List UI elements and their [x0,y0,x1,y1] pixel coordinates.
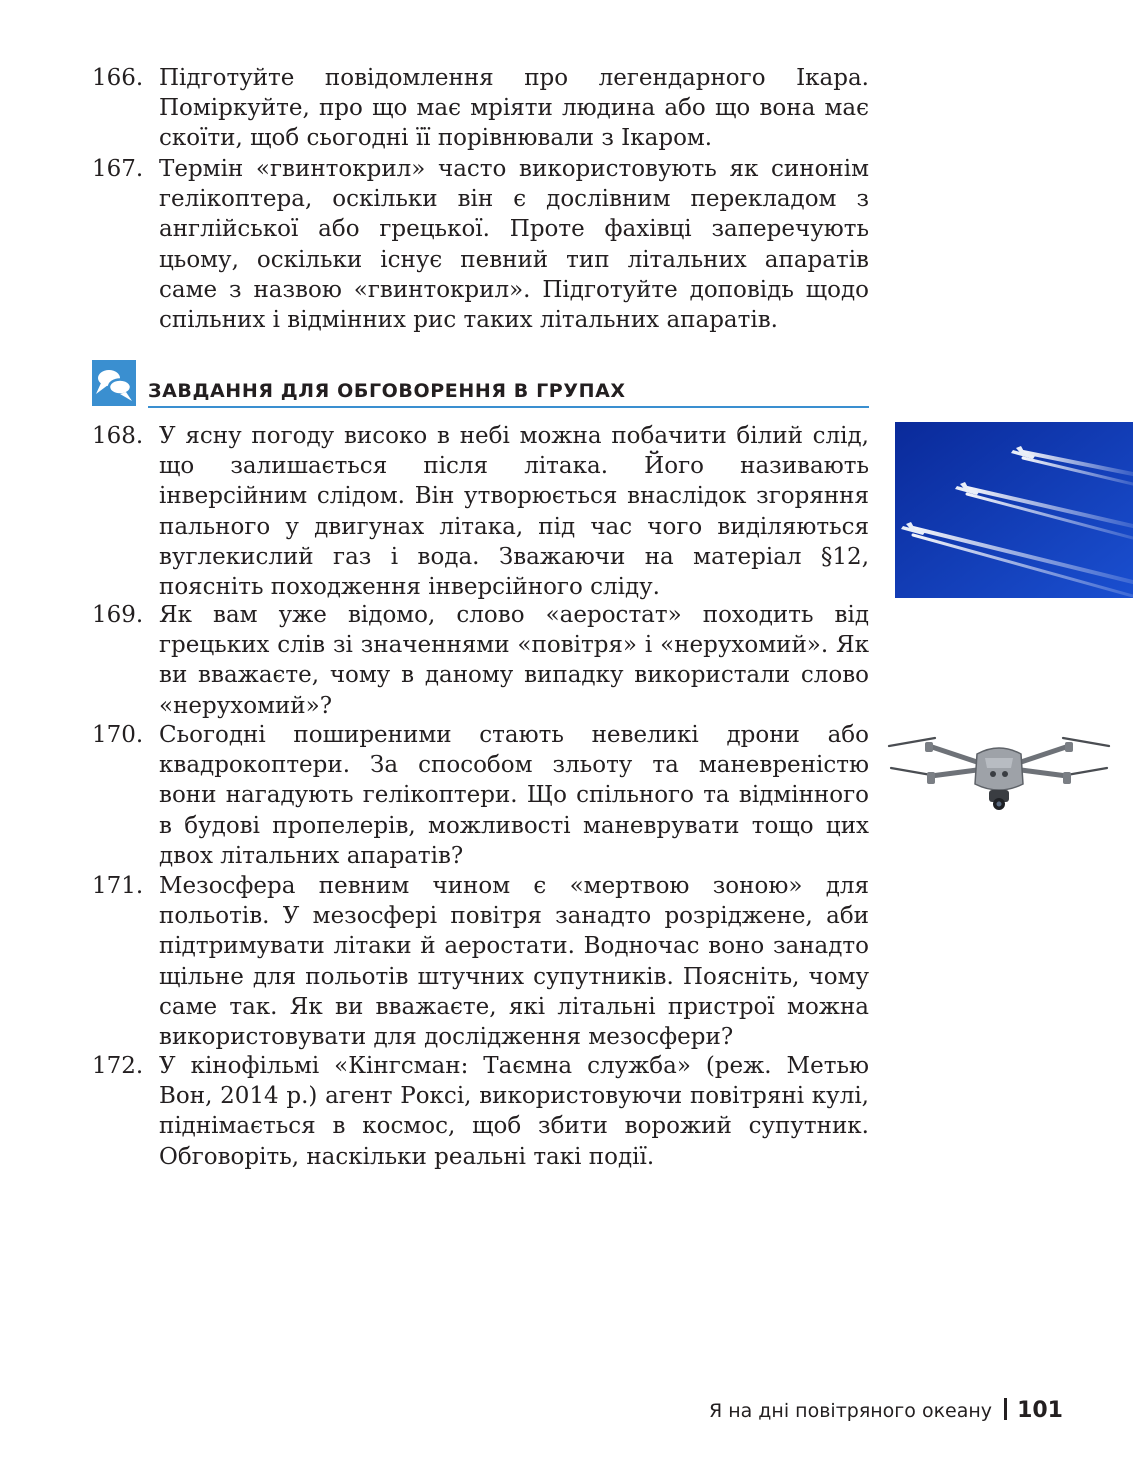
task-text: Підготуйте повідомлення про легендарного Ікара. Поміркуйте, про що має мріяти людина або що вона має скоїти, щоб сьогодні її порівнювали з Ікаром. [159,65,869,152]
task-number: 172. [92,1053,144,1079]
task-number: 170. [92,722,144,748]
task-170 [92,720,869,871]
running-title: Я на дні повітряного океану [708,1400,993,1422]
page-footer [709,1398,1063,1423]
discussion-bubbles-icon [92,360,136,406]
task-169 [92,600,869,721]
task-172 [92,1051,869,1172]
section-title: ЗАВДАННЯ ДЛЯ ОБГОВОРЕННЯ В ГРУПАХ [148,380,626,402]
task-167 [92,154,869,335]
task-number: 167. [92,156,144,182]
task-text: У ясну погоду високо в небі можна побачити білий слід, що залишається після літака. Його називають інверсійним слідом. Він утворюється внаслідок згоряння пального у двигунах літака, під час чого виділяються вуглекислий газ і вода. Зважаючи на матеріал §12, поясніть походження інверсійного сліду. [159,423,869,601]
footer-separator [1004,1398,1007,1420]
task-text: Сьогодні поширеними стають невеликі дрони або квадрокоптери. За способом зльоту та маневреністю вони нагадують гелікоптери. Що спільного та відмінного в будові пропелерів, можливості маневрувати тощо цих двох літальних апаратів? [159,722,869,869]
task-text: У кінофільмі «Кінгсман: Таємна служба» (реж. Метью Вон, 2014 р.) агент Роксі, використовуючи повітряні кулі, піднімається в космос, щоб збити ворожий супутник. Обговоріть, наскільки реальні такі події. [159,1053,869,1170]
task-text: Як вам уже відомо, слово «аеростат» походить від грецьких слів зі значеннями «повітря» і «нерухомий». Як ви вважаєте, чому в даному випадку використали слово «нерухомий»? [159,602,869,719]
task-number: 171. [92,873,144,899]
task-number: 166. [92,65,144,91]
task-text: Мезосфера певним чином є «мертвою зоною» для польотів. У мезосфері повітря занадто розріджене, аби підтримувати літаки й аеростати. Водночас воно занадто щільне для польотів штучних супутників. Поясніть, чому саме так. Як ви вважаєте, які літальні пристрої можна використовувати для дослідження мезосфери? [159,873,869,1051]
task-166 [92,63,869,154]
contrails-photo [895,422,1133,598]
task-text: Термін «гвинтокрил» часто використовують як синонім гелікоптера, оскільки він є дослівним перекладом з англійської або грецької. Проте фахівці заперечують цьому, оскільки існує певний тип літальних апаратів саме з назвою «гвинтокрил». Підготуйте доповідь щодо спільних і відмінних рис таких літальних апаратів. [159,156,869,334]
page-number: 101 [1017,1398,1063,1423]
drone-photo [885,724,1113,832]
section-divider [148,406,869,408]
section-header [92,360,869,410]
task-168 [92,421,869,602]
task-number: 168. [92,423,144,449]
task-171 [92,871,869,1052]
task-number: 169. [92,602,144,628]
